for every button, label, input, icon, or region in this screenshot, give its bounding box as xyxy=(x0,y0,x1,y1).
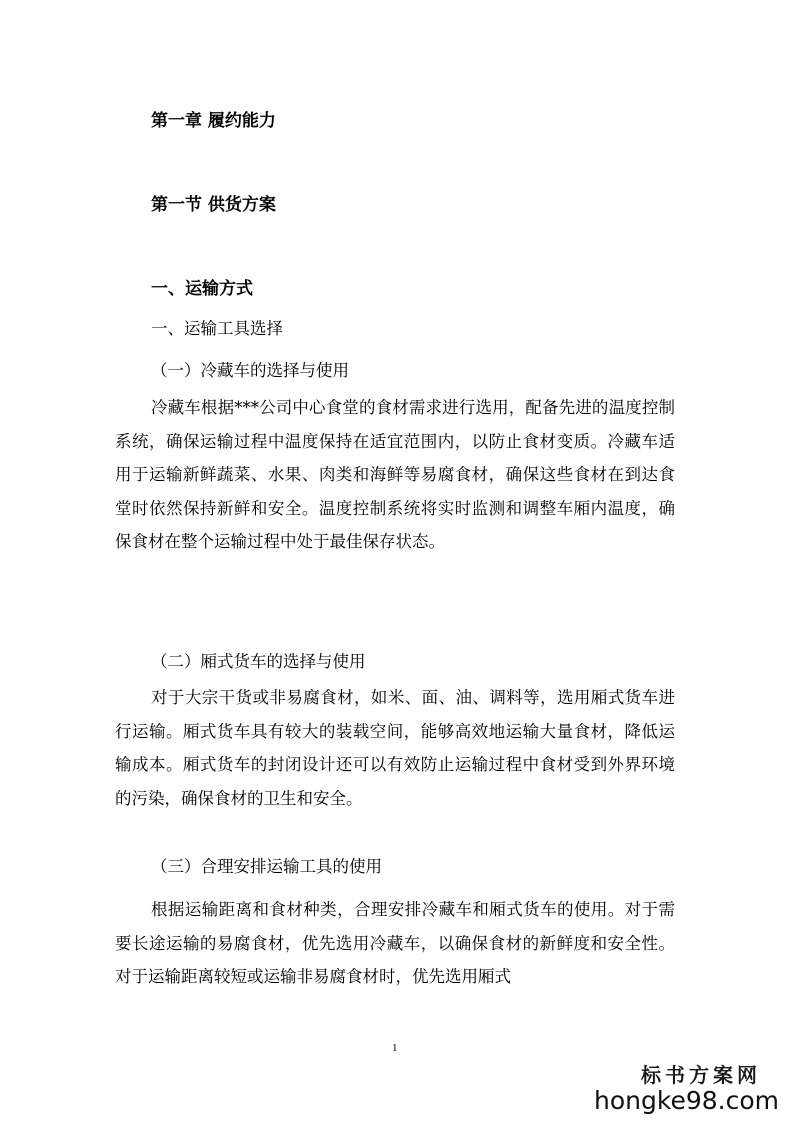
item3-paragraph: 根据运输距离和食材种类，合理安排冷藏车和厢式货车的使用。对于需要长途运输的易腐食材，优先选用冷藏车，以确保食材的新鲜度和安全性。对于运输距离较短或运输非易腐食材时，优先选用厢式 xyxy=(115,900,675,986)
subheading-vehicle-selection: 一、运输工具选择 xyxy=(151,319,283,338)
watermark xyxy=(594,1059,779,1114)
item3-title: （三）合理安排运输工具的使用 xyxy=(151,857,382,876)
watermark-brand: 标书方案网 xyxy=(641,1063,761,1087)
item1-paragraph: 冷藏车根据***公司中心食堂的食材需求进行选用，配备先进的温度控制系统，确保运输过程中温度保持在适宜范围内，以防止食材变质。冷藏车适用于运输新鲜蔬菜、水果、肉类和海鲜等易腐食材，确保这些食材在到达食堂时依然保持新鲜和安全。温度控制系统将实时监测和调整车厢内温度，确保食材在整个运输过程中处于最佳保存状态。 xyxy=(115,398,675,551)
page-number: 1 xyxy=(392,1042,398,1054)
item2-paragraph: 对于大宗干货或非易腐食材，如米、面、油、调料等，选用厢式货车进行运输。厢式货车具有较大的装载空间，能够高效地运输大量食材，降低运输成本。厢式货车的封闭设计还可以有效防止运输过程中食材受到外界环境的污染，确保食材的卫生和安全。 xyxy=(115,688,675,808)
heading-transport-method: 一、运输方式 xyxy=(151,279,253,299)
section-title: 第一节 供货方案 xyxy=(151,195,276,215)
item1-title: （一）冷藏车的选择与使用 xyxy=(151,361,349,380)
chapter-title: 第一章 履约能力 xyxy=(151,111,276,131)
watermark-domain: hongke98.com xyxy=(594,1086,779,1115)
item2-title: （二）厢式货车的选择与使用 xyxy=(151,652,366,671)
